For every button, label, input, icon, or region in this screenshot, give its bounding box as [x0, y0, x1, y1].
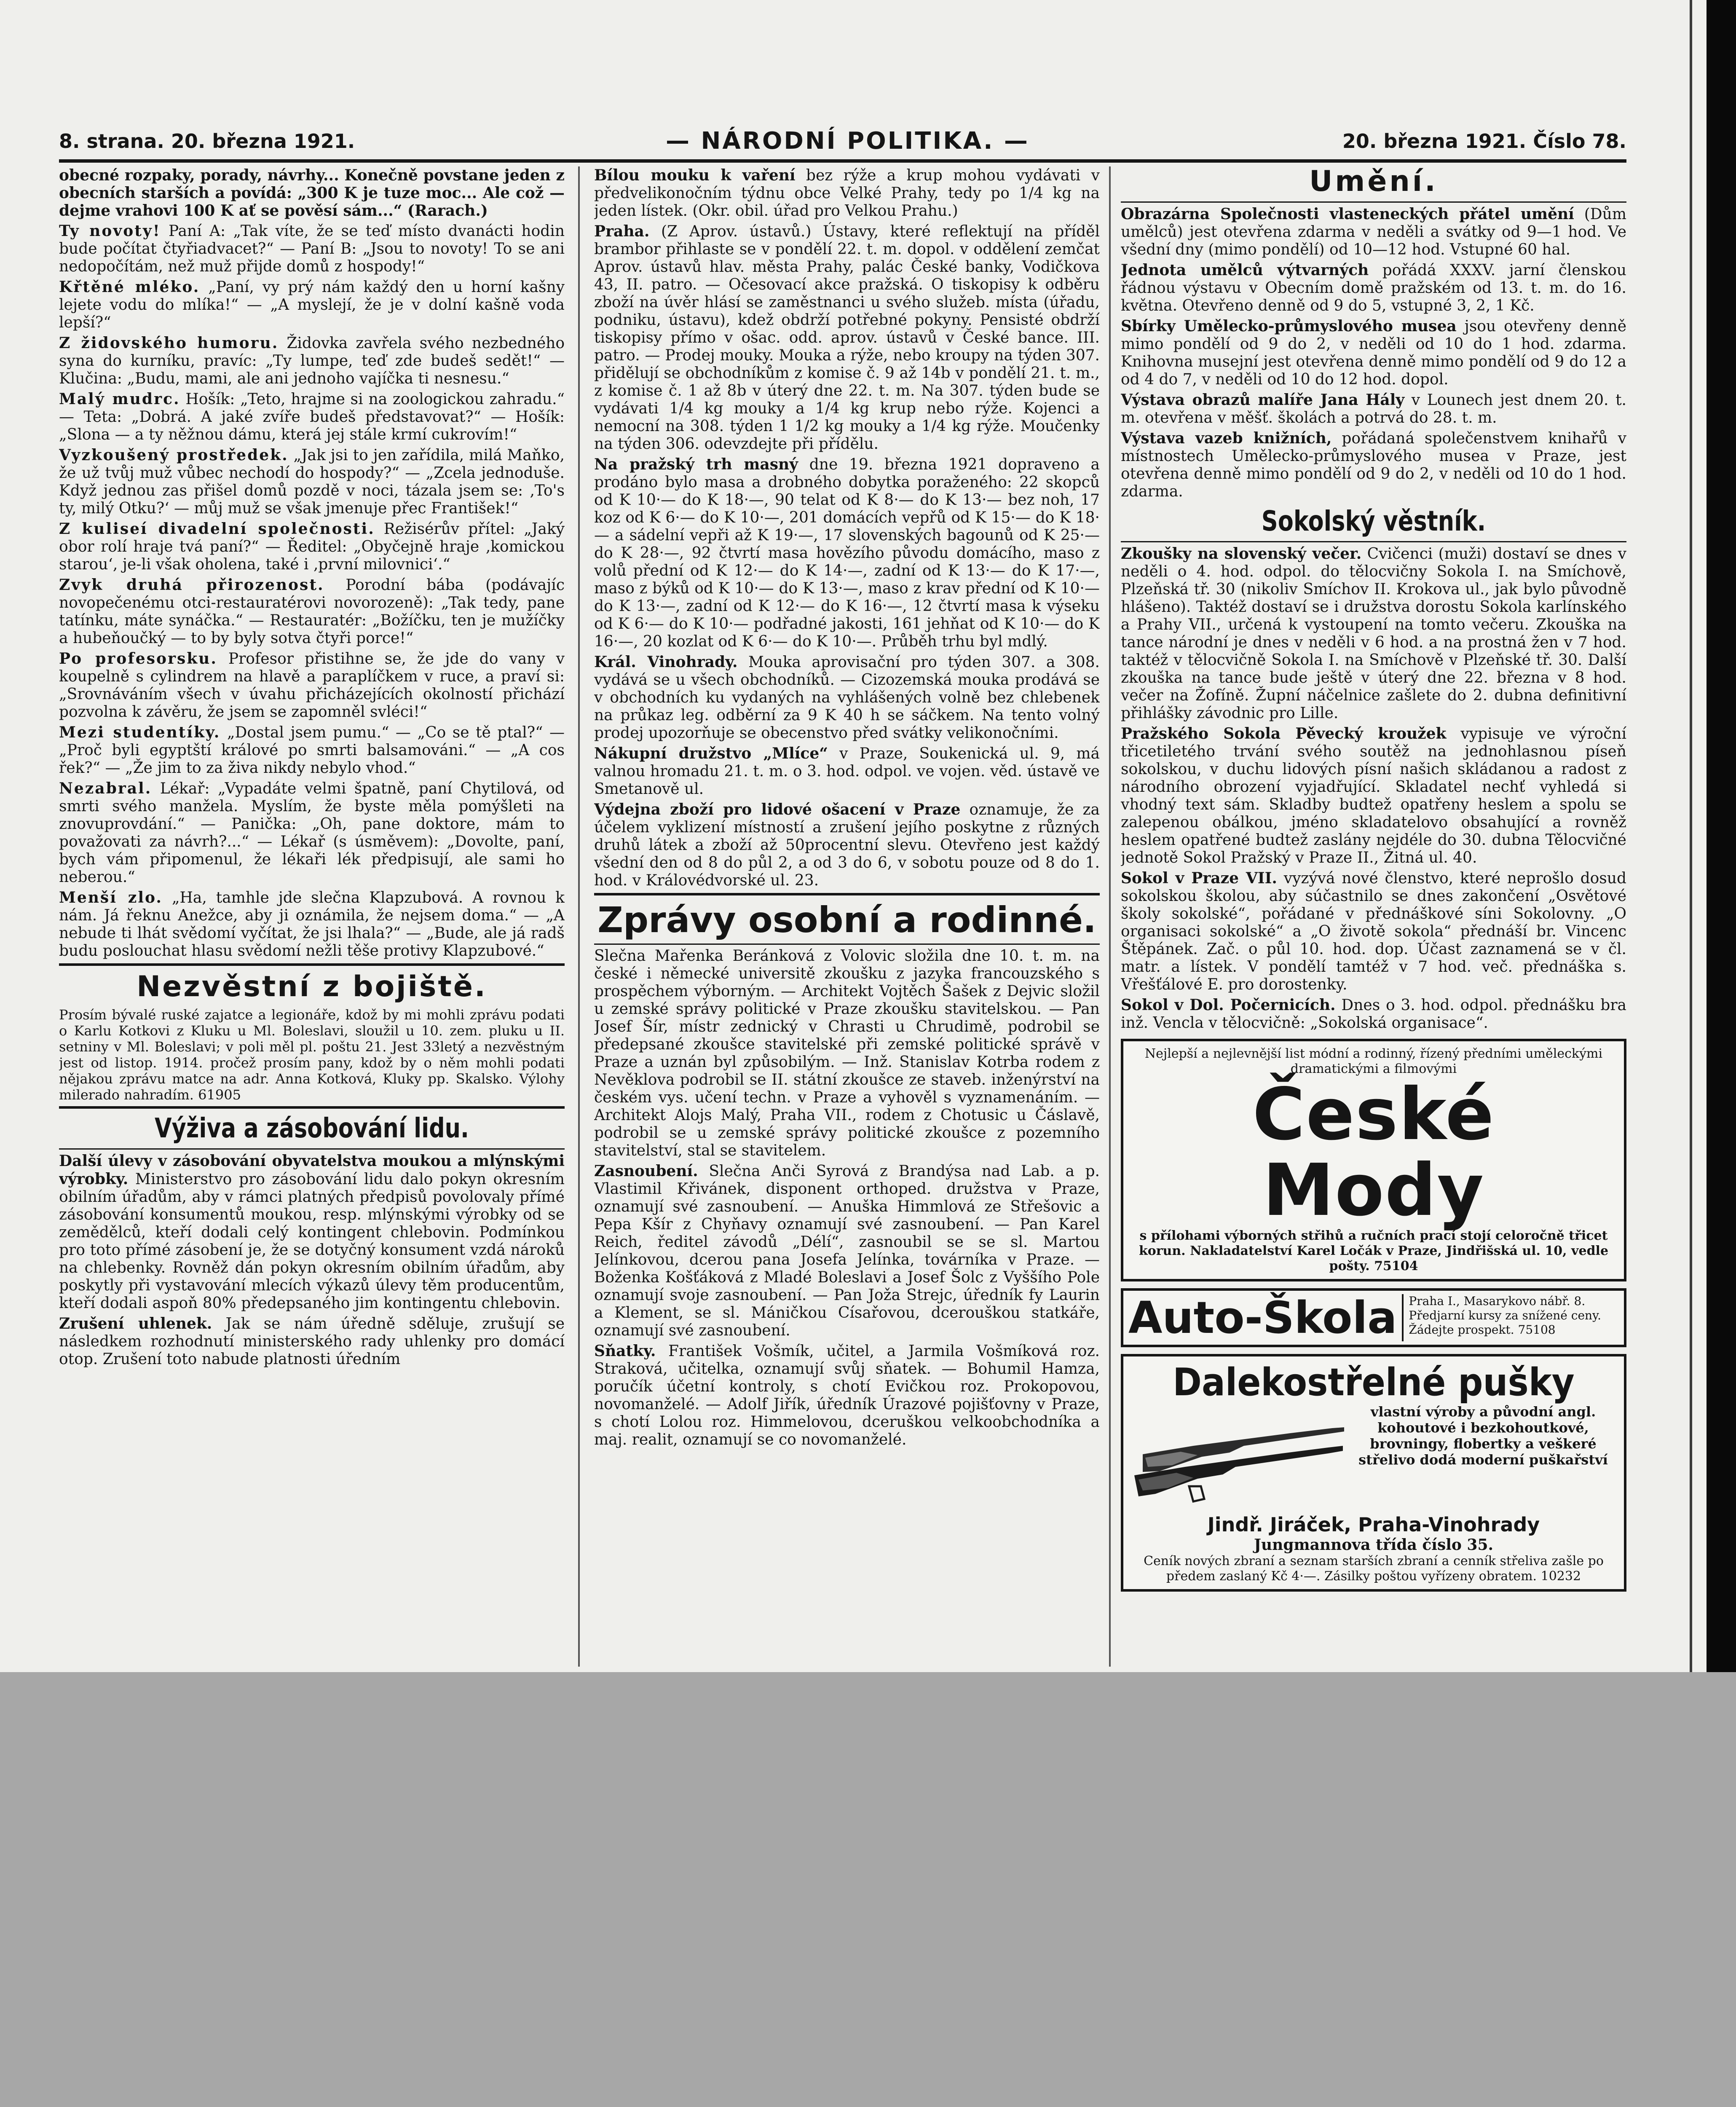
missing-soldier-notice: Prosím bývalé ruské zajatce a legionáře, kdož by mi mohli zprávu podati o Karlu Kotkovi z Kluku u Ml. Boleslavi, sloužil u 10. zem. pluku u II. setniny v Ml. Boleslavi; v poli měl pl. poštu 21. Jest 33letý a nezvěstným jest od listop. 1914. pročež prosím pany, kdož by o něm mohli podati nějakou zprávu matce na adr. Anna Kotková, Kluky pp. Skalsko. Výlohy milerado nahradím. 61905	[59, 1007, 565, 1103]
advert-details: s přílohami výborných střihů a ručních prací stojí celoročně třicet korun. Nakladatelství Karel Ločák v Praze, Jindřišská ul. 10, vedle pošty. 75104	[1139, 1228, 1609, 1273]
article-title: Sokol v Dol. Počernicích.	[1121, 996, 1336, 1014]
section-heading-missing-soldiers: Nezvěstní z bojiště.	[137, 970, 487, 1003]
anecdote: Menší zlo. „Ha, tamhle jde slečna Klapzubová. A rovnou k nám. Já řeknu Anežce, aby ji oznámila, že nejsem doma.“ — „A nebude ti lhát svědomí vyčítat, že jsi lhala?“ — „Bude, ale já radš budu poslouchat hlasu svědomí nežli těše protivy Klapzubové.“	[59, 889, 565, 960]
scan-dark-border	[1707, 0, 1736, 1672]
advert-title: Dalekostřelné pušky	[1173, 1360, 1575, 1405]
heading-underline	[1121, 541, 1626, 542]
article-paragraph: Sbírky Umělecko-průmyslového musea jsou otevřeny denně mimo pondělí od 9 do 2, v neděli od 10 do 1 hod. zdarma. Knihovna musejní jest otevřena denně mimo pondělí od 9 do 12 a od 4 do 7, v neděli od 10 do 12 hod. dopol.	[1121, 317, 1626, 389]
article-title: Výdejna zboží pro lidové ošacení v Praze	[594, 801, 961, 818]
page-header	[59, 126, 1626, 160]
anecdote-title: Z židovského humoru.	[59, 334, 279, 352]
advert-company-name: Jindř. Jiráček, Praha-Vinohrady	[1207, 1513, 1540, 1536]
article-title: Pražského Sokola Pěvecký kroužek	[1121, 724, 1447, 743]
anecdote-title: Zvyk druhá přirozenost.	[59, 576, 324, 594]
article-title: Bílou mouku k vaření	[594, 166, 796, 184]
article-title: Zkoušky na slovenský večer.	[1121, 544, 1362, 563]
article-title: Nákupní družstvo „Mlíce“	[594, 745, 828, 762]
anecdote: Z kuliseí divadelní společnosti. Režisérův přítel: „Jaký obor rolí hraje tvá paní?“ — Ředitel: „Obyčejně hraje ‚komickou starou‘, je-li však oholena, také i ‚první milovnici‘.“	[59, 520, 565, 573]
column-2	[594, 166, 1100, 1667]
article-title: Sokol v Praze VII.	[1121, 869, 1277, 887]
anecdote-title: Mezi studentíky.	[59, 724, 221, 741]
advert-details: Praha I., Masarykovo nábř. 8. Předjarní kursy za snížené ceny. Žádejte prospekt. 75108	[1409, 1294, 1602, 1337]
article-paragraph: Jednota umělců výtvarných pořádá XXXV. jarní členskou řádnou výstavu v Obecním domě pražském od 13. t. m. do 16. května. Otevřeno denně od 9 do 5, vstupné 3, 2, 1 Kč.	[1121, 261, 1626, 315]
anecdote: Křtěné mléko. „Paní, vy prý nám každý den u horní kašny lejete vodu do mlíka!“ — „A myslejí, že je v dolní kašně voda lepší?“	[59, 278, 565, 331]
advert-auto-skola	[1121, 1288, 1626, 1347]
article-title: Obrazárna Společnosti vlasteneckých přátel umění	[1121, 205, 1574, 223]
article-paragraph: Slečna Mařenka Beránková z Volovic složila dne 10. t. m. na české i německé universitě zkoušku z jazyka francouzského s prospěchem výborným. — Architekt Vojtěch Šašek z Dejvic složil u zemské správy politické v Praze zkoušku stavitelskou. — Pan Josef Šír, místr zednický v Chrasti u Chrudimě, podrobil se předepsané zkoušce stavitelské při zemské politické správě v Praze a uznán byl způsobilým. — Inž. Stanislav Kotrba rodem z Nevěklova podrobil se II. státní zkoušce ze staveb. inženýrství na českém vys. učení techn. v Praze a vyhověl s vyznamenáním. — Architekt Alojs Malý, Praha VII., rodem z Chotusic u Čáslavě, podrobil se u zemské správy politické zkoušce z pozemního stavitelství, stal se stavitelem.	[594, 947, 1100, 1160]
article-paragraph: Na pražský trh masný dne 19. března 1921 dopraveno a prodáno bylo masa a drobného dobytka poraženého: 22 skopců od K 10·— do K 18·—, 90 telat od K 8·— do K 13·— bez noh, 17 koz od K 6·— do K 10·—, 201 domácích vepřů od K 15·— do K 18·— a sádelní vepři až K 19·—, 17 slovenských bagounů od K 25·— do K 28·—, 92 čtvrtí masa hovězího původu domácího, maso z volů přední od K 12·— do K 14·—, zadní od K 13·— do K 17·—, maso z býků od K 10·— do K 13·—, maso z krav přední od K 10·— do K 13·—, zadní od K 12·— do K 16·—, 12 čtvrtí masa k výseku od K 6·— do K 10·— podřadné jakosti, 161 jehňat od K 10·— do K 16·—, 20 kozlat od K 6·— do K 10·—. Průběh trhu byl mdlý.	[594, 456, 1100, 650]
section-heading-personal-news: Zprávy osobní a rodinné.	[597, 899, 1096, 941]
article-paragraph: Výstava obrazů malíře Jana Hály v Lounech jest dnem 20. t. m. otevřena v měšť. školách a potrvá do 28. t. m.	[1121, 391, 1626, 427]
article-paragraph: Další úlevy v zásobování obyvatelstva moukou a mlýnskými výrobky. Ministerstvo pro zásobování lidu dalo pokyn okresním obilním úřadům, aby v rámci platných předpisů povolovaly přímé zásobování konsumentů moukou, resp. mlýnskými výrobky od se zemědělců, kteří dodali celý kontingent chlebovin. Podmínkou pro toto přímé zásobení je, že se dotyčný konsument vzdá nároků na chlebenky. Rovněž dán pokyn okresním obilním úřadům, aby poskytly při vystavování mlecích výkazů úlevy těm producentům, kteří dodali aspoň 80% předepsaného jim kontingentu chlebovin.	[59, 1152, 565, 1312]
column-divider	[578, 166, 580, 1667]
section-rule	[59, 963, 565, 966]
section-heading-sokol-bulletin: Sokolský věstník.	[1261, 505, 1486, 538]
advert-rifles	[1121, 1354, 1626, 1592]
header-page-date: 8. strana. 20. března 1921.	[59, 130, 355, 153]
article-title: Další úlevy v zásobování obyvatelstva moukou a mlýnskými výrobky.	[59, 1152, 565, 1188]
article-paragraph: Zasnoubení. Slečna Anči Syrová z Brandýsa nad Lab. a p. Vlastimil Křivánek, disponent orthoped. družstva v Praze, oznamují své zasnoubení. — Anuška Himmlová ze Střešovic a Pepa Kšír z Chyňavy oznamují své zasnoubení. — Pan Karel Reich, ředitel závodů „Délí“, zasnoubil se se sl. Martou Jelínkovou, dcerou pana Josefa Jelínka, továrníka v Praze. — Boženka Košťáková z Mladé Boleslavi a Josef Šolc z Vyššího Pole oznamují svoje zasnoubení. — Pan Joža Strejc, úředník fy Laurin a Klement, se sl. Máničkou Císařovou, dcerouškou statkáře, oznamují své zasnoubení.	[594, 1162, 1100, 1340]
article-paragraph: obecné rozpaky, porady, návrhy... Konečně povstane jeden z obecních starších a povídá: „300 K je tuze moc... Ale což — dejme vrahovi 100 K ať se pověsí sám...“ (Rarach.)	[59, 166, 565, 220]
anecdote-title: Z kuliseí divadelní společnosti.	[59, 520, 375, 538]
anecdote-title: Menší zlo.	[59, 889, 163, 906]
article-title: Výstava vazeb knižních,	[1121, 429, 1332, 448]
section-rule	[594, 893, 1100, 895]
column-1	[59, 166, 565, 1667]
heading-underline	[59, 1148, 565, 1150]
article-paragraph: Sňatky. František Vošmík, učitel, a Jarmila Vošmíková roz. Straková, učitelka, oznamují svůj sňatek. — Bohumil Hamza, poručík účetní kontroly, s chotí Evičkou roz. Prokopovou, novomanželé. — Adolf Jiřík, úředník Úrazové pojišťovny v Praze, s chotí Lolou roz. Himmelovou, dceruškou velkoobchodníka a maj. realit, oznamují se co novomanželé.	[594, 1342, 1100, 1449]
article-title: Jednota umělců výtvarných	[1121, 261, 1369, 279]
anecdote: Ty novoty! Paní A: „Tak víte, že se teď místo dvanácti hodin bude počítat čtyřiadvacet?“ — Paní B: „Jsou to novoty! To se ani nedopočítám, než muž přijde domů z hospody!“	[59, 222, 565, 275]
advert-title: České Mody	[1252, 1072, 1495, 1232]
article-paragraph: Výdejna zboží pro lidové ošacení v Praze oznamuje, že za účelem vyklizení místností a zrušení jejího poskytne z různých druhů látek a zboží až 50procentní slevu. Otevřeno jest každý všední den od 8 do půl 2, a od 3 do 6, v sobotu pouze od 8 do 1. hod. v Královédvorské ul. 23.	[594, 801, 1100, 889]
anecdote-title: Křtěné mléko.	[59, 278, 200, 296]
article-title: Zasnoubení.	[594, 1162, 698, 1180]
anecdote: Vyzkoušený prostředek. „Jak jsi to jen zařídila, milá Maňko, že už tvůj muž vůbec nechodí do hospody?“ — „Zcela jednoduše. Když jednou zas přišel domů pozdě v noci, tázala jsem se: ‚To's ty, milý Otku?‘ — můj muž se však jmenuje přec František!“	[59, 446, 565, 517]
column-divider	[1109, 166, 1111, 1667]
article-paragraph: Sokol v Praze VII. vyzývá nové členstvo, které neprošlo dosud sokolskou školou, aby súčastnilo se dnes zakončení „Osvětové školy sokolské“, pořádané v přednáškové síni Sokolovny. „O organisaci sokolské“ a „O životě sokola“ přednáší br. Vincenc Štěpánek. Zač. o půl 10. hod. dop. Účast zaznamená se v čl. matr. a lístek. V pondělí tamtéž v 7 hod. več. přednáška s. Vřešťálové E. pro dorostenky.	[1121, 869, 1626, 993]
anecdote-title: Malý mudrc.	[59, 390, 180, 408]
article-paragraph: Zrušení uhlenek. Jak se nám úředně sděluje, zrušují se následkem rozhodnutí ministerského rady uhlenky pro domácí otop. Zrušení toto nabude platnosti úředním	[59, 1314, 565, 1368]
anecdote-title: Nezabral.	[59, 780, 152, 797]
anecdote: Z židovského humoru. Židovka zavřela svého nezbedného syna do kurníku, pravíc: „Ty lumpe, teď zde budeš sedět!“ — Klučina: „Budu, mami, ale ani jednoho vajíčka ti nesnesu.“	[59, 334, 565, 387]
advert-footnote: Ceník nových zbraní a seznam starších zbraní a cenník střeliva zašle po předem zaslaný Kč 4·—. Zásilky poštou vyřízeny obratem. 10232	[1144, 1553, 1604, 1584]
article-title: Sňatky.	[594, 1342, 656, 1360]
article-title: Výstava obrazů malíře Jana Hály	[1121, 391, 1405, 409]
advert-tagline: Nejlepší a nejlevnější list módní a rodinný, řízený předními uměleckými dramatickými a filmovými	[1144, 1046, 1603, 1076]
section-rule	[59, 1106, 565, 1109]
rifle-icon	[1130, 1404, 1349, 1513]
scan-edge-line	[1690, 0, 1692, 1672]
article-paragraph: Zkoušky na slovenský večer. Cvičenci (muži) dostaví se dnes v neděli o 4. hod. odpol. do tělocvičny Sokola I. na Smíchově, Plzeňská tř. 30 (nikoliv Smíchov II. Krokova ul., jak bylo původně hlášeno). Taktéž dostaví se i družstva dorostu Sokola karlínského a Prahy VII., určená k vystoupení na tomto večeru. Zkouška na tance národní je dnes v neděli v 6 hod. a na prostná žen v 7 hod. taktéž v tělocvičně Sokola I. na Smíchově v Plzeňské tř. 30. Další zkouška na tance bude ještě v úterý dne 22. března v 8 hod. večer na Žofíně. Župní náčelnice zašlete do 2. dubna definitivní přihlášky závodnic pro Lille.	[1121, 544, 1626, 722]
anecdote: Zvyk druhá přirozenost. Porodní bába (podávajíc novopečenému otci-restauratérovi novorozeně): „Tak tedy, pane tatínku, máte synáčka.“ — Restauratér: „Božíčku, ten je mužíčky a hubeňoučký — to by byly sotva čtyři porce!“	[59, 576, 565, 647]
article-title: Praha.	[594, 222, 650, 240]
article-paragraph: Praha. (Z Aprov. ústavů.) Ústavy, které reflektují na příděl brambor přihlaste se v pondělí 22. t. m. dopol. v oddělení zemčat Aprov. ústavů hlav. města Prahy, palác České banky, Vodičkova 43, II. patro. — Očesovací akce pražská. O tiskopisy k odběru zboží na úvěr hlásí se zaměstnanci u svého služeb. místa (úřadu, podniku, ústavu), kdež obdrží potřebné pokyny. Pensisté obdrží tiskopisy přímo v ošac. odd. aprov. ústavů v České bance. III. patro. — Prodej mouky. Mouka a rýže, nebo kroupy na týden 307. přidělují se obchodníkům z komise č. 9 až 14b v pondělí 21. t. m., z komise č. 1 až 8b v úterý dne 22. t. m. Na 307. týden bude se vydávati 1/4 kg mouky a 1/4 kg krup nebo rýže. Kojenci a nemocní na 308. týden 1 1/2 kg mouky a 1/4 kg rýže. Moučenky na týden 306. odevzdejte při přídělu.	[594, 222, 1100, 453]
article-title: Sbírky Umělecko-průmyslového musea	[1121, 317, 1457, 335]
column-3	[1121, 166, 1626, 1667]
anecdote: Po profesorsku. Profesor přistihne se, že jde do vany v koupelně s cylindrem na hlavě a paraplíčkem v ruce, a praví si: „Srovnáváním všech v úvahu přicházejících okolností přichází pozvolna k závěru, že jsem se zapomněl svléci!“	[59, 650, 565, 721]
header-masthead: — NÁRODNÍ POLITIKA. —	[666, 127, 1029, 155]
article-paragraph: Sokol v Dol. Počernicích. Dnes o 3. hod. odpol. přednášku bra inž. Vencla v tělocvičně: „Sokolská organisace“.	[1121, 996, 1626, 1032]
article-paragraph: Obrazárna Společnosti vlasteneckých přátel umění (Dům umělců) jest otevřena zdarma v neděli a svátky od 9—1 hod. Ve všední dny (mimo pondělí) od 10—12 hod. Vstupné 60 hal.	[1121, 205, 1626, 259]
article-paragraph: Bílou mouku k vaření bez rýže a krup mohou vydávati v předvelikonočním týdnu obce Velké Prahy, tedy po 1/4 kg na jeden lístek. (Okr. obil. úřad pro Velkou Prahu.)	[594, 166, 1100, 220]
article-title: Zrušení uhlenek.	[59, 1314, 212, 1332]
advert-ceske-mody	[1121, 1039, 1626, 1281]
article-title: Na pražský trh masný	[594, 456, 798, 473]
advert-details: vlastní výroby a původní angl. kohoutové i bezkohoutkové, brovningy, flobertky a veškeré střelivo dodá moderní puškařství	[1358, 1403, 1608, 1468]
advert-address: Jungmannova třída číslo 35.	[1254, 1536, 1494, 1554]
article-paragraph: Král. Vinohrady. Mouka aprovisační pro týden 307. a 308. vydává se u všech obchodníků. — Cizozemská mouka prodává se v obchodních ku vydaných na vyhlášených volně bez chlebenek na průkaz leg. odběrní za 9 K 40 h se sáčkem. Na tento volný prodej upozorňuje se obecenstvo před svátky velikonočními.	[594, 653, 1100, 742]
article-paragraph: Výstava vazeb knižních, pořádaná společenstvem knihařů v místnostech Umělecko-průmyslového musea v Praze, jest otevřena denně mimo pondělí od 9 do 2, v neděli od 10 do 1 hod. zdarma.	[1121, 429, 1626, 501]
advert-title: Auto-Škola	[1128, 1294, 1404, 1341]
anecdote: Mezi studentíky. „Dostal jsem pumu.“ — „Co se tě ptal?“ — „Proč byli egyptští králové po smrti balsamováni.“ — „A cos řek?“ — „Že jim to za živa nikdy nebylo vhod.“	[59, 724, 565, 777]
header-issue-number: 20. března 1921. Číslo 78.	[1342, 130, 1626, 153]
header-rule	[59, 159, 1626, 163]
anecdote: Malý mudrc. Hošík: „Teto, hrajme si na zoologickou zahradu.“ — Teta: „Dobrá. A jaké zvíře budeš představovat?“ — Hošík: „Slona — a ty něžnou dámu, která jej stále krmí cukrovím!“	[59, 390, 565, 443]
section-heading-art: Umění.	[1309, 166, 1438, 198]
article-paragraph: Nákupní družstvo „Mlíce“ v Praze, Soukenická ul. 9, má valnou hromadu 21. t. m. o 3. hod. odpol. ve vojen. věd. ústavě ve Smetanově ul.	[594, 745, 1100, 798]
anecdote-title: Po profesorsku.	[59, 650, 217, 667]
article-title: Král. Vinohrady.	[594, 653, 738, 671]
article-paragraph: Pražského Sokola Pěvecký kroužek vypisuje ve výroční třicetiletého trvání svého soutěž na jednohlasnou píseň sokolskou, v duchu lidových písní našich skládanou a radost z národního obrození vyjadřující. Skladatel nechť vyhledá si vhodný text sám. Skladby budtež opatřeny heslem a spolu se zalepenou obálkou, jméno skladatelovo obsahující a rovněž heslem opatřené budtež zaslány nejdéle do 30. dubna Tělocvičné jednotě Sokol Pražský v Praze II., Žitná ul. 40.	[1121, 724, 1626, 866]
anecdote-title: Vyzkoušený prostředek.	[59, 446, 289, 464]
anecdote: Nezabral. Lékař: „Vypadáte velmi špatně, paní Chytilová, od smrti svého manžela. Myslím, že byste měla pomýšleti na znovuprovdání.“ — Panička: „Oh, pane doktore, mám to považovati za návrh?...“ — Lékař (s úsměvem): „Dovolte, paní, bych vám připomenul, že lékaři lék předpisují, ale sami ho neberou.“	[59, 780, 565, 886]
section-heading-food-supply: Výživa a zásobování lidu.	[155, 1113, 469, 1145]
heading-underline	[1121, 201, 1626, 203]
heading-underline	[594, 944, 1100, 945]
anecdote-title: Ty novoty!	[59, 222, 161, 240]
